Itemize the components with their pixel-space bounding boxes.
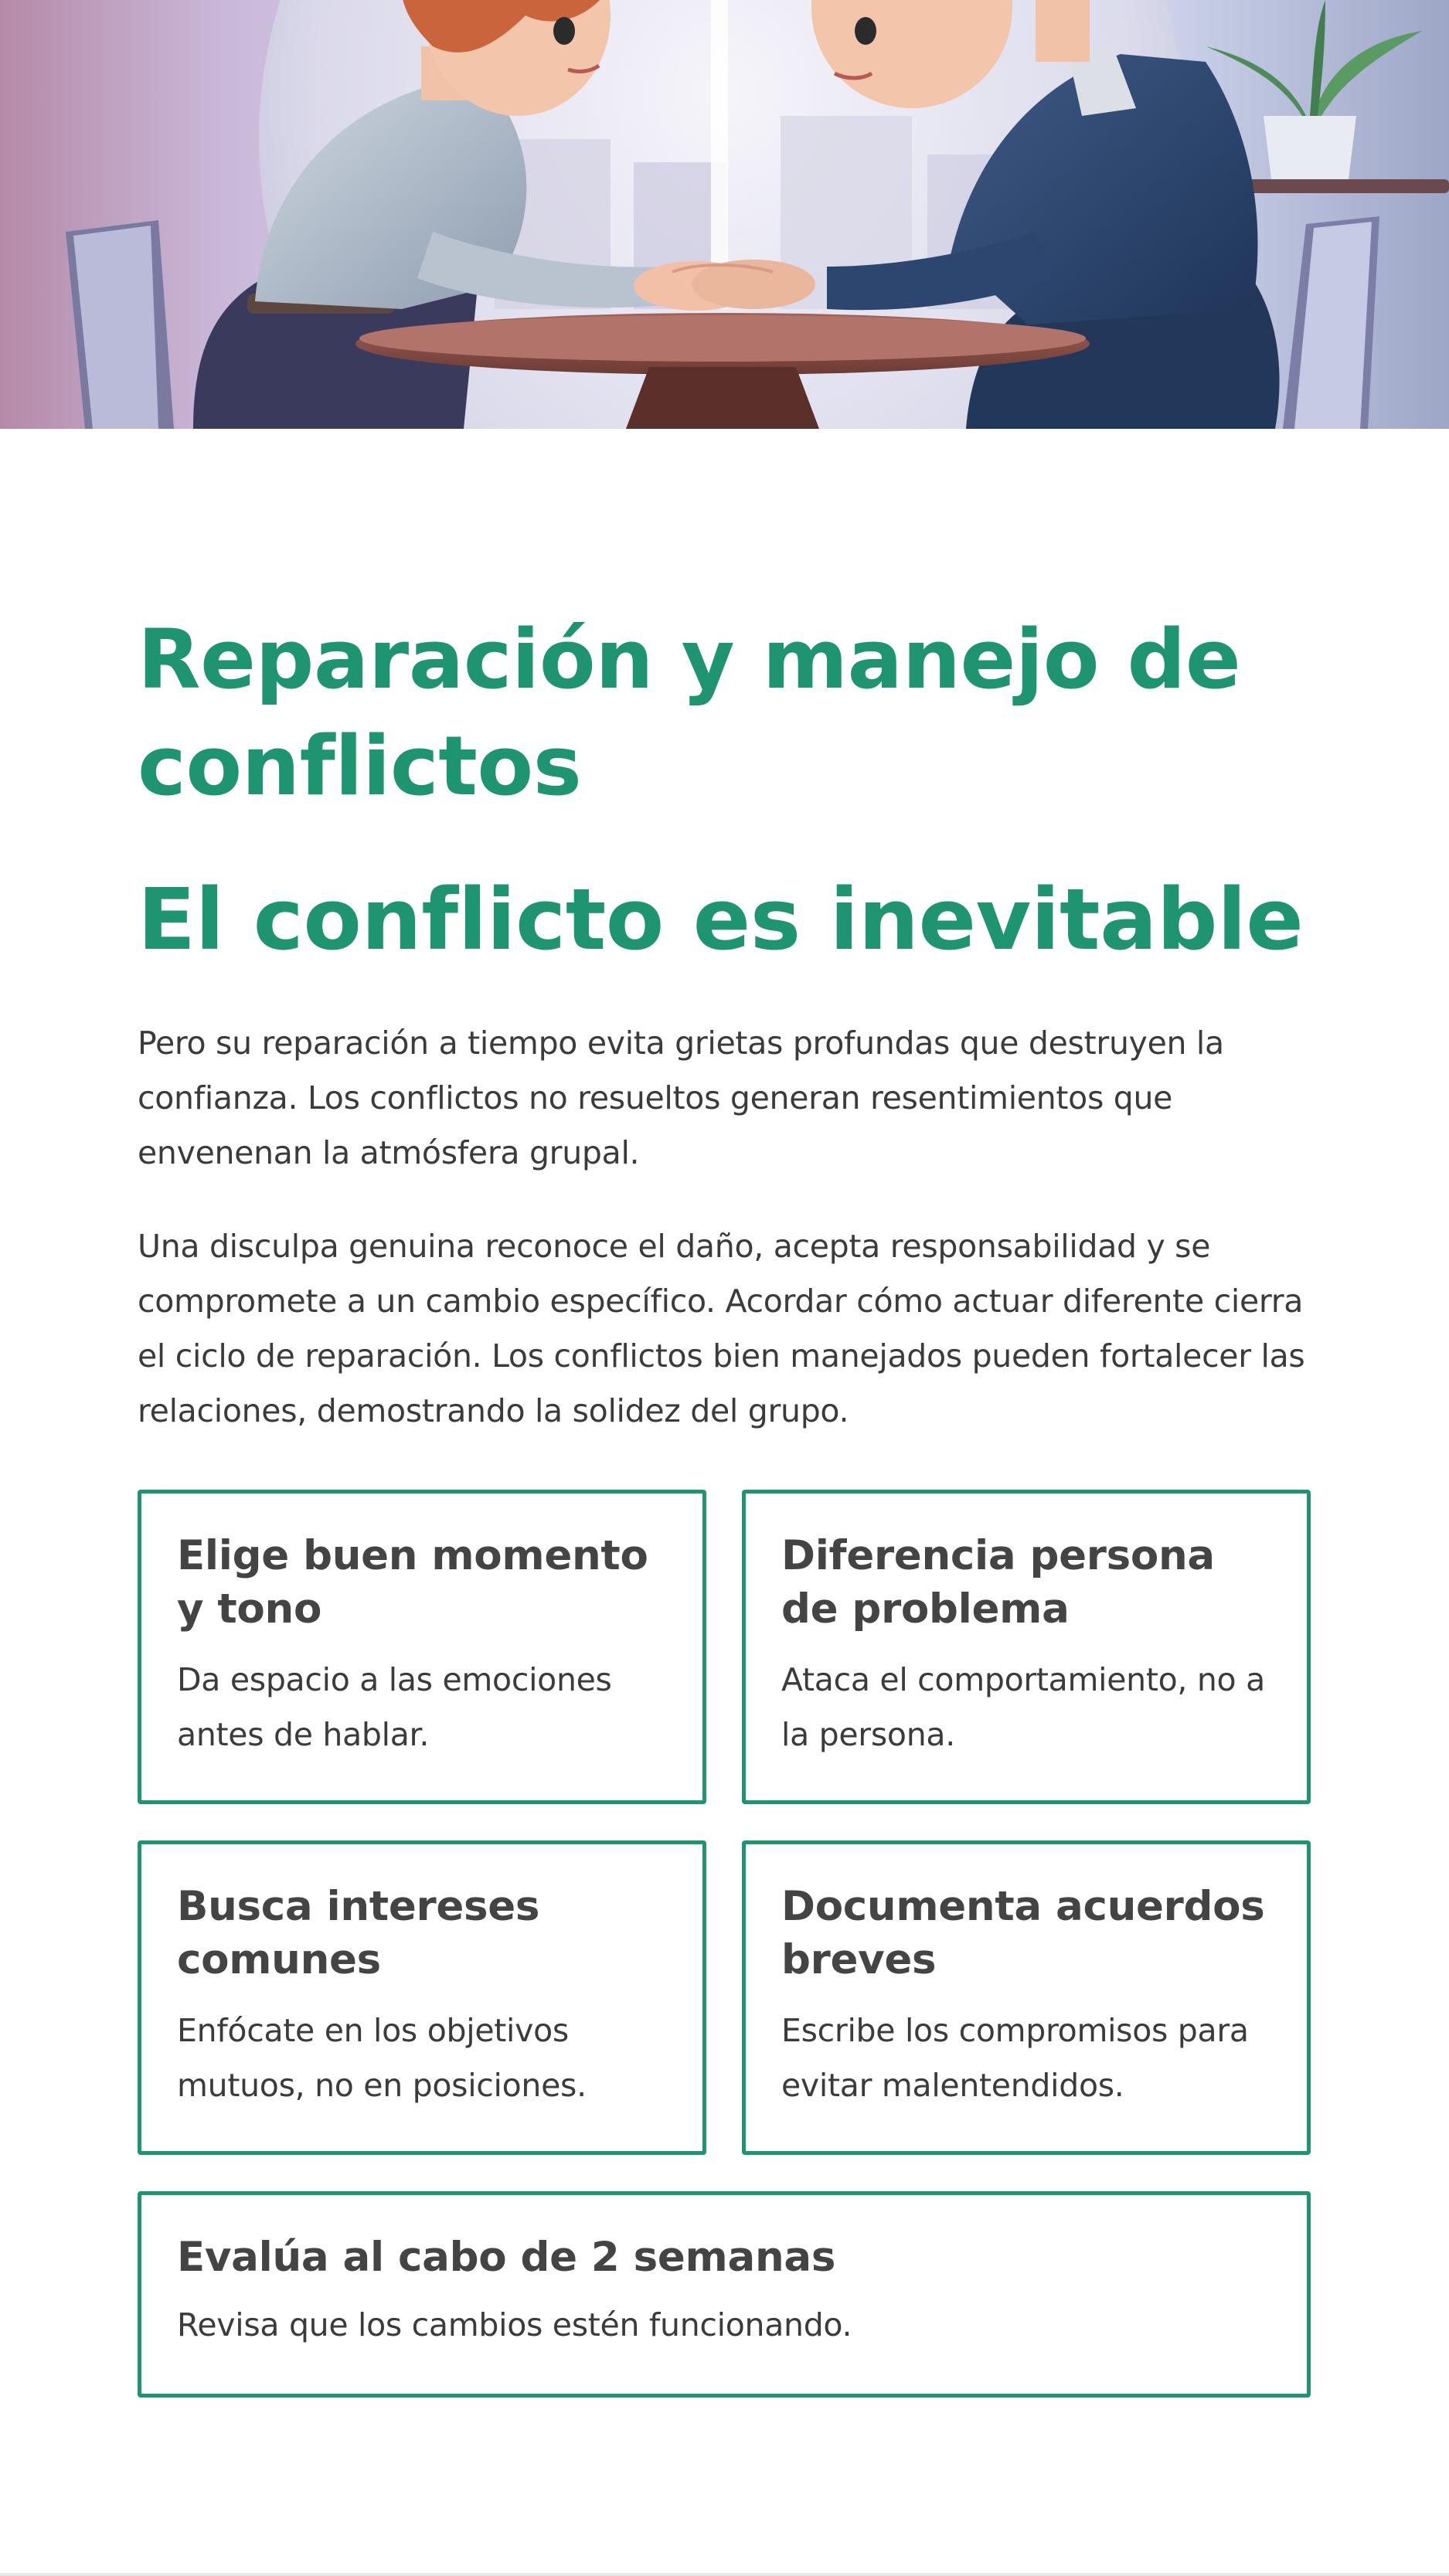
article-content	[138, 429, 1312, 1439]
tip-card-title: Elige buen momento y tono	[177, 1532, 648, 1633]
tip-card-timing	[138, 1490, 706, 1804]
page-bottom-divider	[0, 2573, 1449, 2576]
tip-card-title: Busca intereses comunes	[177, 1883, 540, 1983]
tip-card-title: Diferencia persona de problema	[781, 1532, 1215, 1633]
hero-illustration	[0, 0, 1449, 429]
body-paragraph: Una disculpa genuina reconoce el daño, acepta responsabilidad y se compromete a un cambio específico. Acordar cómo actuar diferente cierra el ciclo de reparación. Los conflictos bien manejados pueden fortalecer las relaciones, demostrando la solidez del grupo.	[138, 1228, 1305, 1429]
section-title: El conflicto es inevitable	[138, 870, 1304, 969]
tip-card-text: Ataca el comportamiento, no a la persona.	[781, 1661, 1265, 1753]
intro-paragraph: Pero su reparación a tiempo evita grietas profundas que destruyen la confianza. Los conflictos no resueltos generan resentimientos que envenenan la atmósfera grupal.	[138, 1025, 1224, 1171]
page-title: Reparación y manejo de conflictos	[138, 612, 1241, 814]
tip-card-text: Revisa que los cambios estén funcionando.	[177, 2306, 852, 2343]
tip-card-text: Escribe los compromisos para evitar malentendidos.	[781, 2012, 1249, 2104]
tip-card-common-interests	[138, 1840, 706, 2155]
tip-card-text: Enfócate en los objetivos mutuos, no en posiciones.	[177, 2012, 587, 2104]
tip-card-evaluate	[138, 2191, 1311, 2398]
tip-card-title: Documenta acuerdos breves	[781, 1883, 1265, 1983]
tip-card-person-vs-problem	[742, 1490, 1311, 1804]
tip-card-text: Da espacio a las emociones antes de hablar.	[177, 1661, 612, 1753]
couple-holding-hands-illustration	[0, 0, 1449, 429]
tips-card-grid	[138, 1490, 1312, 2398]
tip-card-document-agreements	[742, 1840, 1311, 2155]
tip-card-title: Evalúa al cabo de 2 semanas	[177, 2234, 836, 2281]
